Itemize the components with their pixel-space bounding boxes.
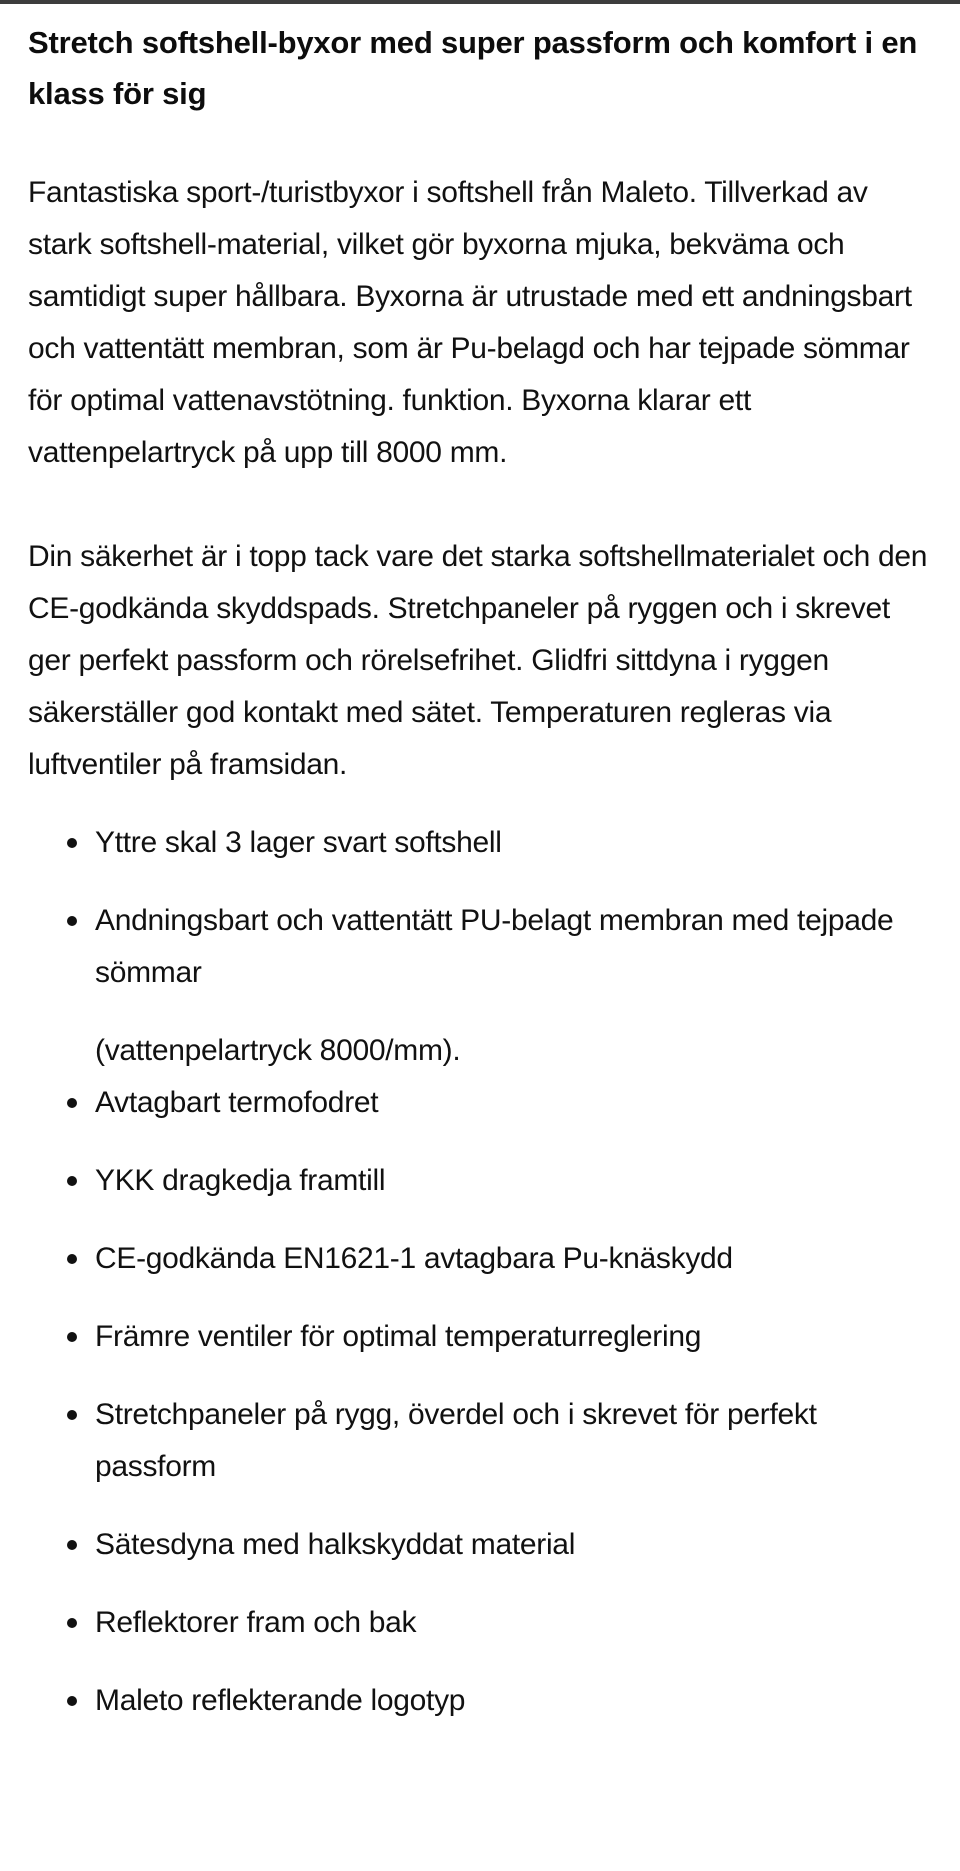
feature-item (28, 1077, 938, 1129)
bullet-icon (67, 1098, 77, 1108)
feature-item (28, 1597, 938, 1649)
bullet-icon (67, 1254, 77, 1264)
description-heading: Stretch softshell-byxor med super passform och komfort i en klass för sig (28, 25, 918, 111)
top-divider (0, 0, 960, 4)
feature-item (28, 895, 938, 1077)
bullet-icon (67, 1618, 77, 1628)
feature-item (28, 1389, 938, 1493)
bullet-icon (67, 1410, 77, 1420)
feature-item (28, 817, 938, 869)
bullet-icon (67, 838, 77, 848)
bullet-icon (67, 1332, 77, 1342)
bullet-icon (67, 1540, 77, 1550)
feature-text: Reflektorer fram och bak (95, 1606, 417, 1639)
feature-text: Maleto reflekterande logotyp (95, 1684, 466, 1717)
bullet-icon (67, 1696, 77, 1706)
feature-text: Andningsbart och vattentätt PU-belagt membran med tejpade sömmar (95, 904, 894, 989)
feature-item (28, 1155, 938, 1207)
feature-text: Avtagbart termofodret (95, 1086, 379, 1119)
feature-item (28, 1233, 938, 1285)
bullet-icon (67, 1176, 77, 1186)
description-paragraph-2: Din säkerhet är i topp tack vare det starka softshellmaterialet och den CE-godkända skyddspads. Stretchpaneler på ryggen och i skrevet ger perfekt passform och rörelsefrihet. Glidfri sittdyna i ryggen säkerställer god kontakt med sätet. Temperaturen regleras via luftventiler på framsidan. (28, 540, 928, 781)
description-paragraph-1: Fantastiska sport-/turistbyxor i softshell från Maleto. Tillverkad av stark softshell-material, vilket gör byxorna mjuka, bekväma och samtidigt super hållbara. Byxorna är utrustade med ett andningsbart och vattentätt membran, som är Pu-belagd och har tejpade sömmar för optimal vattenavstötning. funktion. Byxorna klarar ett vattenpelartryck på upp till 8000 mm. (28, 176, 912, 469)
feature-item (28, 1519, 938, 1571)
bullet-icon (67, 916, 77, 926)
product-description (28, 17, 938, 1753)
feature-text: CE-godkända EN1621-1 avtagbara Pu-knäskydd (95, 1242, 733, 1275)
feature-list (28, 817, 938, 1727)
feature-text: YKK dragkedja framtill (95, 1164, 386, 1197)
feature-text: Stretchpaneler på rygg, överdel och i skrevet för perfekt passform (95, 1398, 817, 1483)
feature-subtext: (vattenpelartryck 8000/mm). (95, 1034, 461, 1067)
feature-text: Främre ventiler för optimal temperaturreglering (95, 1320, 702, 1353)
feature-text: Sätesdyna med halkskyddat material (95, 1528, 576, 1561)
feature-item (28, 1311, 938, 1363)
feature-text: Yttre skal 3 lager svart softshell (95, 826, 502, 859)
feature-item (28, 1675, 938, 1727)
